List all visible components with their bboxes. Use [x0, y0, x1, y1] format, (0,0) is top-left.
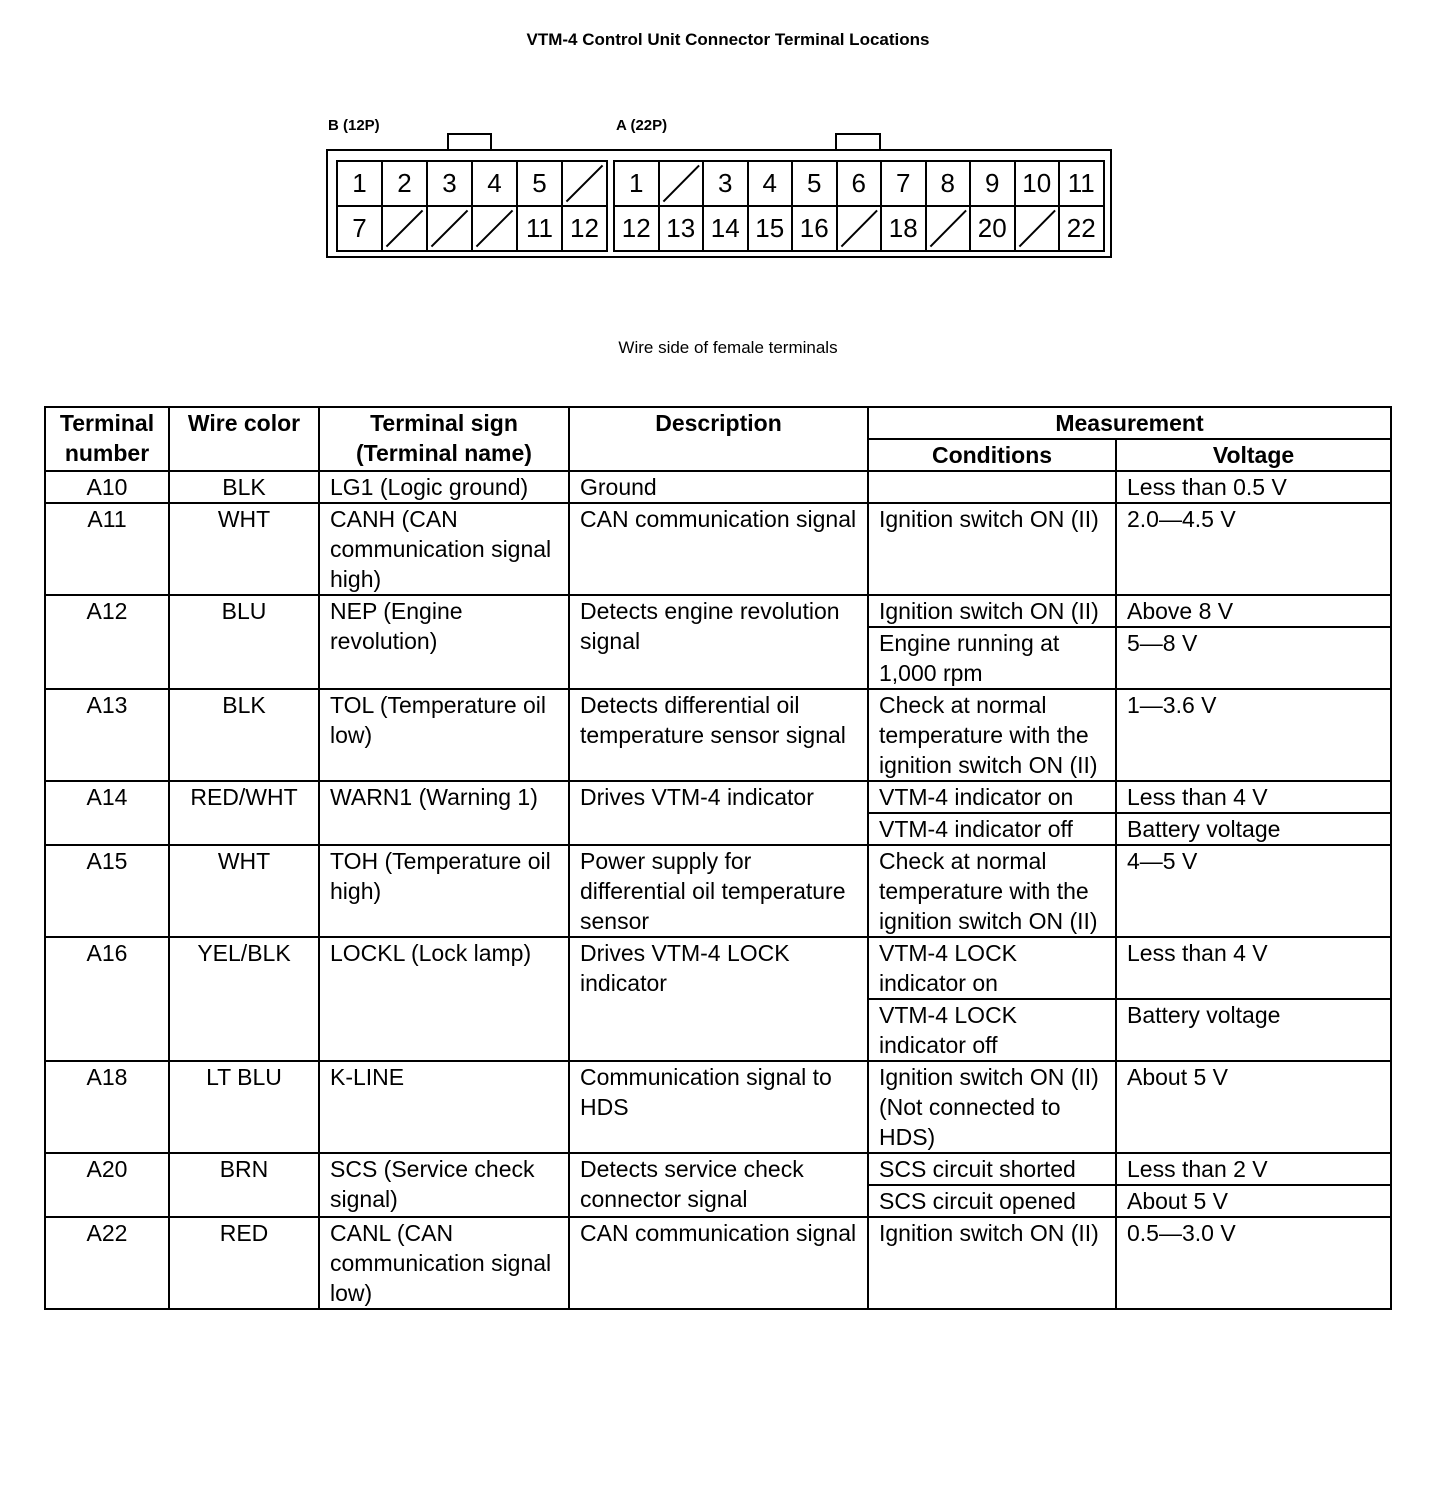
voltage-cell: Battery voltage [1116, 813, 1391, 845]
connector-terminal: 7 [338, 207, 383, 252]
wire-color-cell: YEL/BLK [169, 937, 319, 1061]
terminal-sign-cell: K-LINE [319, 1061, 569, 1153]
voltage-cell: 2.0—4.5 V [1116, 503, 1391, 595]
connector-cell-empty [838, 207, 883, 252]
header-terminal-number: Terminal number [45, 407, 169, 471]
description-cell: Power supply for differential oil temperature sensor [569, 845, 868, 937]
description-cell: Detects differential oil temperature sensor signal [569, 689, 868, 781]
wire-color-cell: LT BLU [169, 1061, 319, 1153]
connector-b-grid [336, 160, 608, 252]
terminal-sign-cell: LOCKL (Lock lamp) [319, 937, 569, 1061]
blank-terminal-slash [383, 207, 426, 250]
description-cell: Detects engine revolution signal [569, 595, 868, 689]
connector-terminal: 1 [338, 162, 383, 207]
description-cell: CAN communication signal [569, 1217, 868, 1309]
condition-cell: VTM-4 indicator off [868, 813, 1116, 845]
connector-cell-empty [428, 207, 473, 252]
terminal-number-cell: A22 [45, 1217, 169, 1309]
terminal-number-cell: A20 [45, 1153, 169, 1217]
terminal-sign-cell: TOL (Temperature oil low) [319, 689, 569, 781]
connector-terminal: 22 [1060, 207, 1105, 252]
header-description: Description [569, 407, 868, 471]
table-row [45, 937, 1391, 999]
terminal-number-cell: A14 [45, 781, 169, 845]
description-cell: Communication signal to HDS [569, 1061, 868, 1153]
connector-terminal: 3 [704, 162, 749, 207]
voltage-cell: Battery voltage [1116, 999, 1391, 1061]
wire-color-cell: BLK [169, 689, 319, 781]
connector-terminal: 18 [882, 207, 927, 252]
wire-color-cell: WHT [169, 503, 319, 595]
connector-terminal: 6 [838, 162, 883, 207]
wire-color-cell: RED [169, 1217, 319, 1309]
voltage-cell: About 5 V [1116, 1061, 1391, 1153]
terminal-table [44, 406, 1392, 1310]
table-row [45, 1153, 1391, 1185]
table-row [45, 1061, 1391, 1153]
table-row [45, 1217, 1391, 1309]
connector-terminal: 2 [383, 162, 428, 207]
connector-terminal: 14 [704, 207, 749, 252]
blank-terminal-slash [563, 162, 606, 205]
connector-a-latch [835, 133, 881, 150]
connector-cell-empty [660, 162, 705, 207]
connector-b-latch [447, 133, 492, 150]
blank-terminal-slash [927, 207, 970, 250]
blank-terminal-slash [473, 207, 516, 250]
condition-cell: VTM-4 LOCK indicator off [868, 999, 1116, 1061]
wire-color-cell: RED/WHT [169, 781, 319, 845]
connector-terminal: 12 [615, 207, 660, 252]
terminal-number-cell: A13 [45, 689, 169, 781]
connector-cell-empty [383, 207, 428, 252]
condition-cell: SCS circuit opened [868, 1185, 1116, 1217]
table-row [45, 689, 1391, 781]
header-conditions: Conditions [868, 439, 1116, 471]
description-cell: Ground [569, 471, 868, 503]
connector-terminal: 1 [615, 162, 660, 207]
connector-cell-empty [473, 207, 518, 252]
connector-terminal: 15 [749, 207, 794, 252]
blank-terminal-slash [838, 207, 881, 250]
connector-terminal: 7 [882, 162, 927, 207]
terminal-number-cell: A11 [45, 503, 169, 595]
voltage-cell: Above 8 V [1116, 595, 1391, 627]
voltage-cell: 4—5 V [1116, 845, 1391, 937]
condition-cell: Check at normal temperature with the ignition switch ON (II) [868, 689, 1116, 781]
voltage-cell: Less than 2 V [1116, 1153, 1391, 1185]
connector-terminal: 20 [971, 207, 1016, 252]
terminal-sign-cell: TOH (Temperature oil high) [319, 845, 569, 937]
blank-terminal-slash [428, 207, 471, 250]
description-cell: Detects service check connector signal [569, 1153, 868, 1217]
connector-a-label: A (22P) [616, 117, 668, 134]
connector-terminal: 8 [927, 162, 972, 207]
terminal-sign-cell: WARN1 (Warning 1) [319, 781, 569, 845]
connector-cell-empty [563, 162, 608, 207]
connector-terminal: 11 [518, 207, 563, 252]
condition-cell: VTM-4 indicator on [868, 781, 1116, 813]
connector-cell-empty [927, 207, 972, 252]
connector-b-label: B (12P) [328, 117, 380, 134]
connector-terminal: 12 [563, 207, 608, 252]
wire-color-cell: BRN [169, 1153, 319, 1217]
connector-a-grid [613, 160, 1105, 252]
connector-terminal: 11 [1060, 162, 1105, 207]
voltage-cell: 0.5—3.0 V [1116, 1217, 1391, 1309]
connector-terminal: 13 [660, 207, 705, 252]
terminal-number-cell: A18 [45, 1061, 169, 1153]
voltage-cell: 1—3.6 V [1116, 689, 1391, 781]
condition-cell: VTM-4 LOCK indicator on [868, 937, 1116, 999]
table-row [45, 845, 1391, 937]
connector-terminal: 4 [473, 162, 518, 207]
connector-terminal: 10 [1016, 162, 1061, 207]
description-cell: CAN communication signal [569, 503, 868, 595]
wire-color-cell: BLK [169, 471, 319, 503]
terminal-number-cell: A16 [45, 937, 169, 1061]
header-wire-color: Wire color [169, 407, 319, 471]
connector-terminal: 5 [518, 162, 563, 207]
terminal-number-cell: A10 [45, 471, 169, 503]
voltage-cell: Less than 4 V [1116, 937, 1391, 999]
wire-color-cell: BLU [169, 595, 319, 689]
connector-terminal: 4 [749, 162, 794, 207]
terminal-sign-cell: SCS (Service check signal) [319, 1153, 569, 1217]
header-measurement: Measurement [868, 407, 1391, 439]
terminal-sign-cell: CANH (CAN communication signal high) [319, 503, 569, 595]
condition-cell: Ignition switch ON (II) (Not connected to HDS) [868, 1061, 1116, 1153]
condition-cell: SCS circuit shorted [868, 1153, 1116, 1185]
terminal-number-cell: A12 [45, 595, 169, 689]
condition-cell: Check at normal temperature with the ignition switch ON (II) [868, 845, 1116, 937]
condition-cell [868, 471, 1116, 503]
condition-cell: Ignition switch ON (II) [868, 503, 1116, 595]
blank-terminal-slash [1016, 207, 1059, 250]
connector-terminal: 16 [793, 207, 838, 252]
table-row [45, 781, 1391, 813]
voltage-cell: Less than 0.5 V [1116, 471, 1391, 503]
voltage-cell: 5—8 V [1116, 627, 1391, 689]
table-row [45, 471, 1391, 503]
header-terminal-sign: Terminal sign (Terminal name) [319, 407, 569, 471]
connector-cell-empty [1016, 207, 1061, 252]
table-row [45, 503, 1391, 595]
connector-terminal: 9 [971, 162, 1016, 207]
wire-color-cell: WHT [169, 845, 319, 937]
connector-terminal: 5 [793, 162, 838, 207]
condition-cell: Ignition switch ON (II) [868, 1217, 1116, 1309]
condition-cell: Ignition switch ON (II) [868, 595, 1116, 627]
table-row [45, 595, 1391, 627]
terminal-number-cell: A15 [45, 845, 169, 937]
condition-cell: Engine running at 1,000 rpm [868, 627, 1116, 689]
voltage-cell: Less than 4 V [1116, 781, 1391, 813]
view-note: Wire side of female terminals [618, 338, 838, 357]
terminal-sign-cell: LG1 (Logic ground) [319, 471, 569, 503]
description-cell: Drives VTM-4 indicator [569, 781, 868, 845]
terminal-sign-cell: NEP (Engine revolution) [319, 595, 569, 689]
connector-terminal: 3 [428, 162, 473, 207]
header-voltage: Voltage [1116, 439, 1391, 471]
description-cell: Drives VTM-4 LOCK indicator [569, 937, 868, 1061]
terminal-sign-cell: CANL (CAN communication signal low) [319, 1217, 569, 1309]
page-title: VTM-4 Control Unit Connector Terminal Locations [526, 30, 930, 49]
voltage-cell: About 5 V [1116, 1185, 1391, 1217]
blank-terminal-slash [660, 162, 703, 205]
